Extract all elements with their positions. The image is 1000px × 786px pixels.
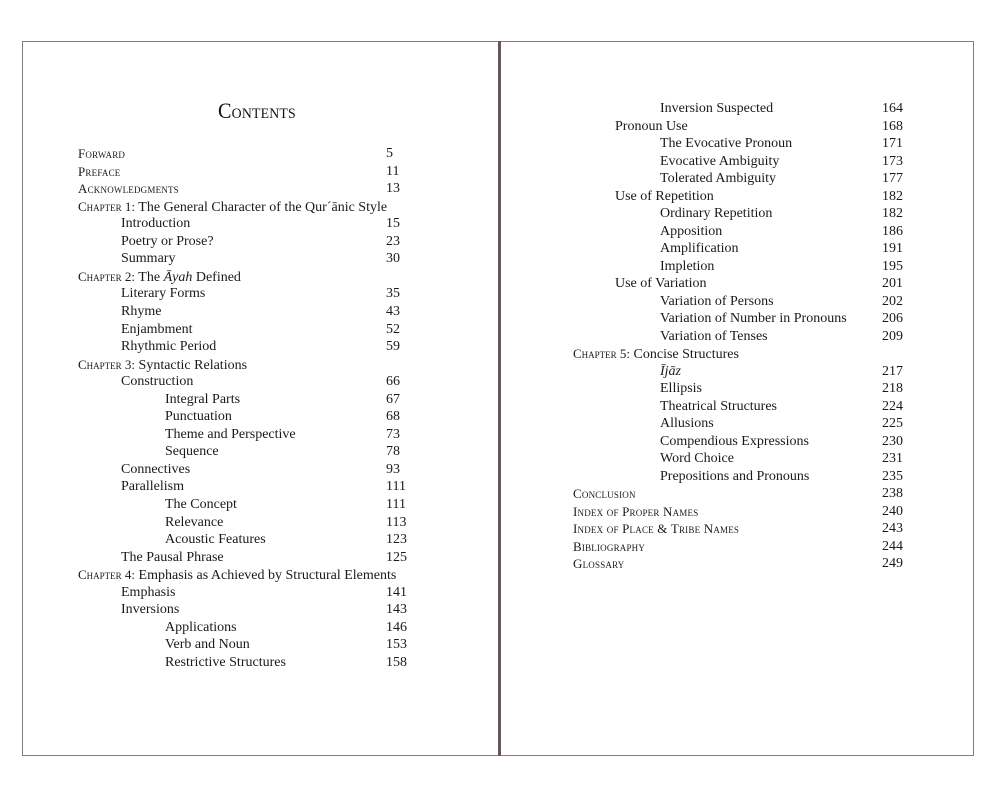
entry-title: Construction: [121, 374, 194, 390]
toc-page-number: 230: [882, 433, 903, 449]
toc-page-number: 201: [882, 276, 903, 291]
chapter-title: Concise Structures: [633, 347, 739, 362]
toc-entry-label: [660, 240, 739, 258]
entry-title: Inversions: [121, 602, 180, 618]
toc-entry-label: [660, 293, 774, 311]
toc-entry-label: [121, 321, 193, 339]
toc-entry-label: [121, 461, 190, 479]
toc-page-number: 158: [386, 654, 407, 670]
toc-entry-label: [660, 415, 714, 433]
entry-title: Theatrical Structures: [660, 398, 778, 414]
toc-entry-label: [660, 468, 809, 486]
entry-title: Parallelism: [121, 479, 184, 495]
toc-page-number: 23: [386, 233, 400, 249]
toc-entry-label: [660, 205, 772, 223]
chapter-title: The: [138, 269, 161, 285]
entry-title: Acknowledgments: [78, 181, 179, 197]
chapter-prefix: Chapter 3:: [78, 356, 136, 372]
toc-entry-label: [165, 654, 286, 672]
entry-title: Verb and Noun: [165, 637, 250, 653]
toc-page-number: 249: [882, 556, 903, 571]
toc-page-number: 171: [882, 136, 903, 151]
toc-page-number: 123: [386, 532, 407, 548]
entry-title: Bibliography: [573, 538, 646, 554]
entry-title: Prepositions and Pronouns: [660, 468, 810, 484]
toc-entry-label: [660, 328, 768, 346]
entry-title: Theme and Perspective: [165, 426, 296, 442]
toc-page-number: 240: [882, 503, 903, 519]
entry-title: Use of Variation: [615, 276, 707, 291]
entry-title: Ordinary Repetition: [660, 206, 773, 221]
entry-title: The Pausal Phrase: [121, 549, 224, 565]
toc-entry-label: [165, 443, 219, 461]
entry-title: Integral Parts: [165, 391, 241, 407]
toc-page-number: 238: [882, 486, 903, 501]
toc-page-number: 5: [386, 146, 393, 161]
entry-title: Variation of Persons: [660, 293, 774, 309]
toc-page-number: 141: [386, 584, 407, 600]
chapter-title: The General Character of the Qur´ānic Style: [138, 199, 388, 215]
toc-entry-label: [165, 391, 240, 409]
toc-page-number: 231: [882, 451, 903, 466]
entry-title: Evocative Ambiguity: [660, 153, 780, 169]
toc-page-number: 146: [386, 619, 407, 635]
entry-title: Restrictive Structures: [165, 654, 286, 670]
toc-entry-label: [121, 478, 184, 496]
toc-page-number: 225: [882, 416, 903, 431]
toc-entry-label: [573, 485, 636, 504]
toc-entry-label: [660, 433, 809, 451]
toc-entry-label: [121, 285, 205, 303]
entry-title: Enjambment: [121, 321, 193, 337]
entry-title: Variation of Number in Pronouns: [660, 311, 847, 326]
toc-page-number: 168: [882, 118, 903, 134]
toc-entry-label: [660, 310, 847, 328]
chapter-title: Syntactic Relations: [138, 357, 248, 373]
chapter-title-suffix: Defined: [195, 269, 241, 285]
toc-entry-label: [660, 135, 792, 153]
toc-entry-label: [573, 503, 698, 522]
toc-entry-label: [78, 356, 247, 375]
toc-page-number: 113: [386, 514, 407, 530]
entry-title: Use of Repetition: [615, 188, 714, 204]
toc-page-number: 52: [386, 321, 400, 337]
toc-entry-label: [121, 373, 193, 391]
entry-title: Pronoun Use: [615, 118, 688, 134]
chapter-prefix: Chapter 4:: [78, 567, 136, 583]
entry-title: Glossary: [573, 556, 625, 571]
chapter-prefix: Chapter 1:: [78, 198, 136, 214]
toc-page-number: 182: [882, 206, 903, 221]
toc-page-number: 244: [882, 538, 903, 554]
entry-title: Index of Place & Tribe Names: [573, 521, 740, 536]
toc-page-number: 67: [386, 391, 400, 407]
toc-page-number: 209: [882, 328, 903, 344]
entry-title: Impletion: [660, 258, 715, 274]
toc-entry-label: [165, 619, 237, 637]
toc-page-number: 73: [386, 426, 400, 442]
toc-page-number: 11: [386, 163, 400, 179]
toc-page-number: 125: [386, 549, 407, 565]
entry-title: Allusions: [660, 416, 714, 431]
toc-entry-label: [660, 170, 776, 188]
entry-title: The Concept: [165, 497, 237, 512]
entry-title: Tolerated Ambiguity: [660, 171, 777, 186]
toc-entry-label: [121, 303, 161, 321]
toc-entry-label: [78, 566, 396, 585]
toc-page-number: 43: [386, 303, 400, 319]
toc-page-number: 35: [386, 286, 400, 302]
toc-entry-label: [660, 450, 734, 468]
entry-title: Introduction: [121, 216, 191, 232]
toc-entry-label: [121, 338, 216, 356]
toc-entry-label: [121, 250, 175, 268]
toc-entry-label: [165, 408, 232, 426]
toc-entry-label: [165, 514, 223, 532]
toc-page-number: 191: [882, 241, 903, 256]
toc-page-number: 78: [386, 444, 400, 460]
entry-title: Ellipsis: [660, 381, 703, 396]
toc-entry-label: [615, 275, 707, 293]
entry-title: Emphasis: [121, 584, 176, 600]
toc-page-number: 66: [386, 374, 400, 390]
page-title: Contents: [218, 98, 296, 123]
entry-title: Preface: [78, 163, 121, 179]
toc-page-number: 30: [386, 251, 400, 267]
toc-entry-label: [78, 145, 125, 164]
entry-title: Word Choice: [660, 451, 734, 466]
left-page: [23, 41, 498, 756]
toc-page-number: 68: [386, 409, 400, 425]
toc-page-number: 13: [386, 181, 400, 197]
toc-entry-label: [121, 549, 224, 567]
toc-entry-label: [121, 601, 179, 619]
toc-page-number: 195: [882, 258, 903, 274]
toc-entry-label: [78, 163, 120, 182]
entry-title: Compendious Expressions: [660, 433, 809, 449]
entry-title: Index of Proper Names: [573, 503, 699, 519]
entry-title: Variation of Tenses: [660, 328, 768, 344]
toc-entry-label: [121, 233, 214, 251]
toc-entry-label: [165, 636, 250, 654]
entry-title: Amplification: [660, 241, 739, 256]
toc-page-number: 153: [386, 637, 407, 653]
entry-title: Poetry or Prose?: [121, 233, 214, 249]
entry-title: Acoustic Features: [165, 532, 266, 548]
entry-title: Apposition: [660, 223, 723, 239]
chapter-title: Emphasis as Achieved by Structural Elements: [138, 568, 397, 584]
entry-title: Inversion Suspected: [660, 101, 774, 116]
toc-page-number: 15: [386, 216, 400, 232]
toc-page-number: 217: [882, 363, 903, 379]
entry-title: Rhyme: [121, 303, 162, 319]
toc-page-number: 206: [882, 311, 903, 326]
entry-title: Conclusion: [573, 486, 636, 501]
toc-entry-label: [165, 531, 266, 549]
toc-entry-label: [165, 426, 296, 444]
toc-entry-label: [615, 118, 688, 136]
toc-entry-label: [660, 100, 773, 118]
chapter-prefix: Chapter 5:: [573, 346, 631, 361]
toc-entry-label: [660, 380, 702, 398]
entry-title: Forward: [78, 146, 126, 161]
toc-entry-label: [660, 363, 681, 381]
toc-page-number: 93: [386, 461, 400, 477]
toc-entry-label: [573, 555, 625, 574]
chapter-prefix: Chapter 2:: [78, 268, 136, 284]
toc-page-number: 186: [882, 223, 903, 239]
toc-page-number: 202: [882, 293, 903, 309]
entry-title: Punctuation: [165, 409, 232, 425]
toc-page-number: 164: [882, 101, 903, 116]
toc-entry-label: [78, 268, 241, 287]
toc-page-number: 143: [386, 602, 407, 618]
toc-entry-label: [121, 215, 190, 233]
right-page: [501, 41, 973, 756]
entry-title: Summary: [121, 251, 176, 267]
toc-entry-label: [78, 180, 179, 199]
toc-page-number: 177: [882, 171, 903, 186]
toc-entry-label: [121, 584, 175, 602]
toc-page-number: 218: [882, 381, 903, 396]
entry-title: Ījāz: [660, 363, 681, 379]
toc-page-number: 111: [386, 497, 406, 512]
toc-page-number: 243: [882, 521, 903, 536]
entry-title: Rhythmic Period: [121, 339, 217, 355]
toc-entry-label: [660, 398, 777, 416]
entry-title: The Evocative Pronoun: [660, 136, 793, 151]
toc-page-number: 173: [882, 153, 903, 169]
toc-page-number: 59: [386, 339, 400, 355]
toc-entry-label: [573, 345, 739, 364]
toc-entry-label: [660, 258, 714, 276]
toc-page-number: 182: [882, 188, 903, 204]
toc-entry-label: [615, 188, 714, 206]
chapter-title-italic: Āyah: [163, 269, 193, 285]
toc-entry-label: [660, 153, 779, 171]
toc-entry-label: [78, 198, 387, 217]
entry-title: Literary Forms: [121, 286, 206, 302]
entry-title: Relevance: [165, 514, 224, 530]
toc-page-number: 224: [882, 398, 903, 414]
entry-title: Sequence: [165, 444, 219, 460]
toc-page-number: 235: [882, 468, 903, 484]
toc-entry-label: [573, 520, 739, 539]
toc-entry-label: [165, 496, 237, 514]
toc-entry-label: [573, 538, 645, 557]
entry-title: Connectives: [121, 461, 191, 477]
toc-page-number: 111: [386, 479, 406, 495]
toc-entry-label: [660, 223, 722, 241]
entry-title: Applications: [165, 619, 237, 635]
